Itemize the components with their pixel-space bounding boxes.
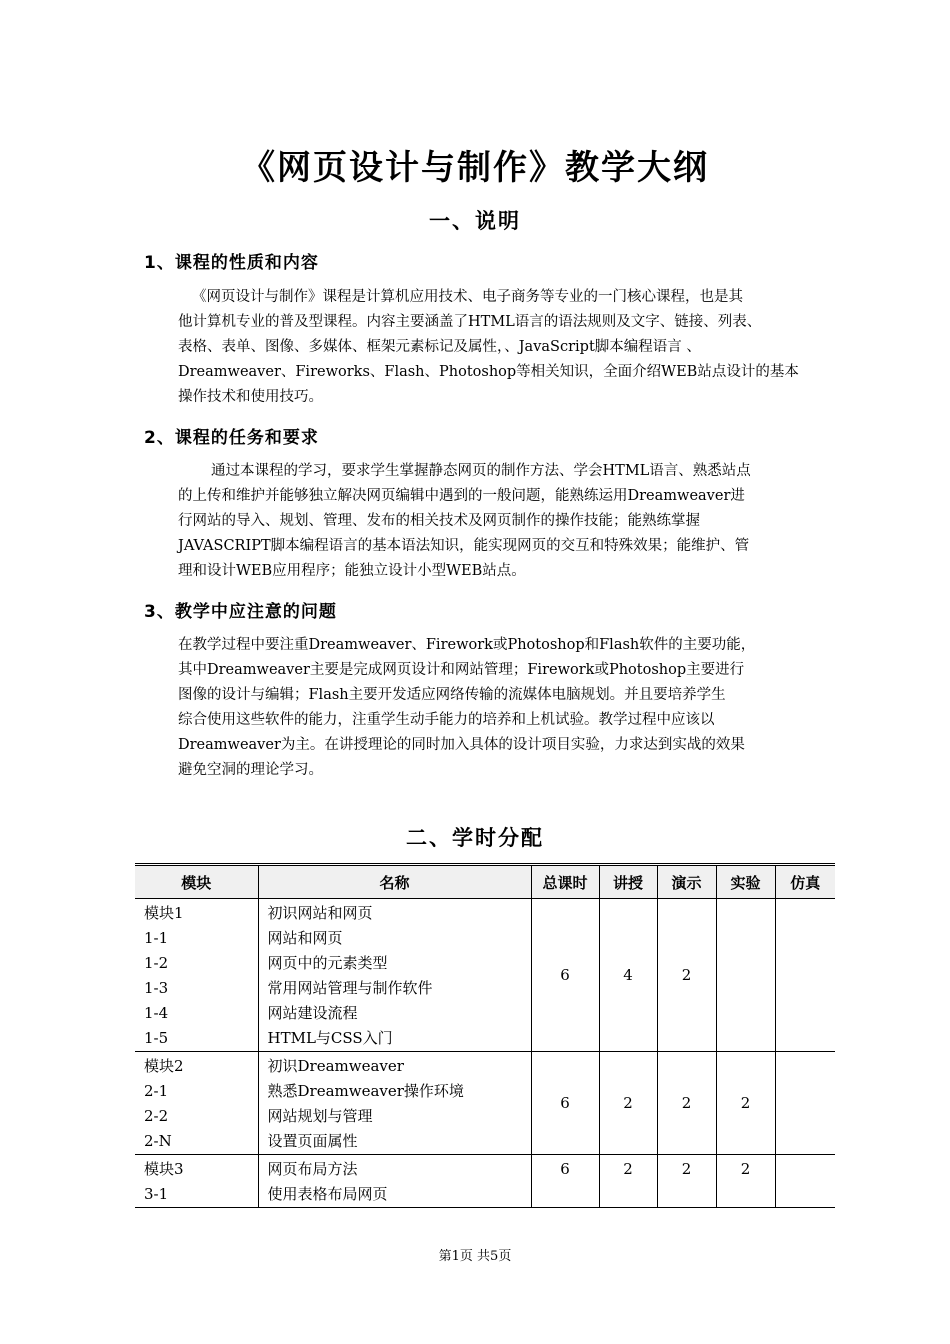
header-module: 模块 [135,865,258,899]
module-cell [135,1052,258,1155]
table-row [135,1155,835,1208]
topic-name: 网站规划与管理 [267,1107,373,1125]
paragraph-tasks [178,459,810,584]
section-heading-explanation: 一、说明 [429,209,521,233]
demo-cell: 2 [657,1052,716,1155]
hours-table [135,863,835,1208]
text-line: 的上传和维护并能够独立解决网页编辑中遇到的一般问题，能熟练运用Dreamweaver进 [178,488,745,504]
text-line: 在教学过程中要注重Dreamweaver、Firework或Photoshop和Flash软件的主要功能， [178,637,756,653]
text-line: 其中Dreamweaver主要是完成网页设计和网站管理；Firework或Photoshop主要进行 [178,662,745,678]
table-header-row [135,865,835,899]
lab-cell: 2 [716,1155,775,1208]
text-line: 综合使用这些软件的能力，注重学生动手能力的培养和上机试验。教学过程中应该以 [178,712,715,728]
text-line: 操作技术和使用技巧。 [178,389,323,405]
text-line: 图像的设计与编辑；Flash主要开发适应网络传输的流媒体电脑规划。并且要培养学生 [178,687,726,703]
name-cell [258,1155,531,1208]
lab-cell: 2 [716,1052,775,1155]
table-row [135,1052,835,1155]
module-cell [135,1155,258,1208]
text-line: JAVASCRIPT脚本编程语言的基本语法知识，能实现网页的交互和特殊效果；能维护、管 [178,538,750,554]
module-label: 1-3 [144,979,169,997]
header-total-hours: 总课时 [531,865,599,899]
module-cell [135,899,258,1052]
module-label: 2-2 [144,1107,169,1125]
subsection-heading-tasks: 2、课程的任务和要求 [144,428,319,448]
name-cell [258,899,531,1052]
text-line: Dreamweaver、Fireworks、Flash、Photoshop等相关知识，全面介绍WEB站点设计的基本 [178,364,799,380]
text-line: 行网站的导入、规划、管理、发布的相关技术及网页制作的操作技能；能熟练掌握 [178,513,700,529]
text-line: 理和设计WEB应用程序；能独立设计小型WEB站点。 [178,563,526,579]
paragraph-notes [178,633,810,783]
topic-name: 初识网站和网页 [267,904,373,922]
text-line: 避免空洞的理论学习。 [178,762,323,778]
total-hours-cell: 6 [531,899,599,1052]
module-label: 模块3 [144,1160,184,1178]
topic-name: 网站建设流程 [267,1004,358,1022]
topic-name: HTML与CSS入门 [267,1029,393,1047]
text-line: Dreamweaver为主。在讲授理论的同时加入具体的设计项目实验，力求达到实战的效果 [178,737,745,753]
module-label: 2-N [144,1132,172,1150]
topic-name: 熟悉Dreamweaver操作环境 [267,1082,464,1100]
topic-name: 设置页面属性 [267,1132,358,1150]
header-lab: 实验 [716,865,775,899]
text-line: 通过本课程的学习，要求学生掌握静态网页的制作方法、学会HTML语言、熟悉站点 [211,463,751,479]
topic-name: 网页布局方法 [267,1160,358,1178]
module-label: 模块2 [144,1057,184,1075]
text-line: 他计算机专业的普及型课程。内容主要涵盖了HTML语言的语法规则及文字、链接、列表、 [178,314,762,330]
header-demo: 演示 [657,865,716,899]
section-heading-hours: 二、学时分配 [406,826,544,850]
name-cell [258,1052,531,1155]
header-simulation: 仿真 [775,865,835,899]
total-hours-cell: 6 [531,1052,599,1155]
topic-name: 网页中的元素类型 [267,954,388,972]
topic-name: 使用表格布局网页 [267,1185,388,1203]
simulation-cell [775,1155,835,1208]
topic-name: 初识Dreamweaver [267,1057,404,1075]
header-lecture: 讲授 [599,865,657,899]
table-row [135,899,835,1052]
topic-name: 网站和网页 [267,929,343,947]
total-hours-cell: 6 [531,1155,599,1208]
lab-cell [716,899,775,1052]
subsection-heading-notes: 3、教学中应注意的问题 [144,602,337,622]
module-label: 1-4 [144,1004,169,1022]
demo-cell: 2 [657,1155,716,1208]
simulation-cell [775,899,835,1052]
lecture-cell: 4 [599,899,657,1052]
text-line: 表格、表单、图像、多媒体、框架元素标记及属性，、JavaScript脚本编程语言 、 [178,339,701,355]
topic-name: 常用网站管理与制作软件 [267,979,433,997]
demo-cell: 2 [657,899,716,1052]
subsection-heading-nature: 1、课程的性质和内容 [144,253,319,273]
header-name: 名称 [258,865,531,899]
simulation-cell [775,1052,835,1155]
module-label: 2-1 [144,1082,169,1100]
module-label: 模块1 [144,904,184,922]
document-title: 《网页设计与制作》教学大纲 [241,148,709,188]
module-label: 1-1 [144,929,169,947]
module-label: 1-5 [144,1029,169,1047]
lecture-cell: 2 [599,1155,657,1208]
module-label: 3-1 [144,1185,169,1203]
page-footer: 第1页 共5页 [438,1249,512,1264]
paragraph-nature [178,285,810,410]
text-line: 《网页设计与制作》课程是计算机应用技术、电子商务等专业的一门核心课程，也是其 [192,289,743,305]
module-label: 1-2 [144,954,169,972]
lecture-cell: 2 [599,1052,657,1155]
